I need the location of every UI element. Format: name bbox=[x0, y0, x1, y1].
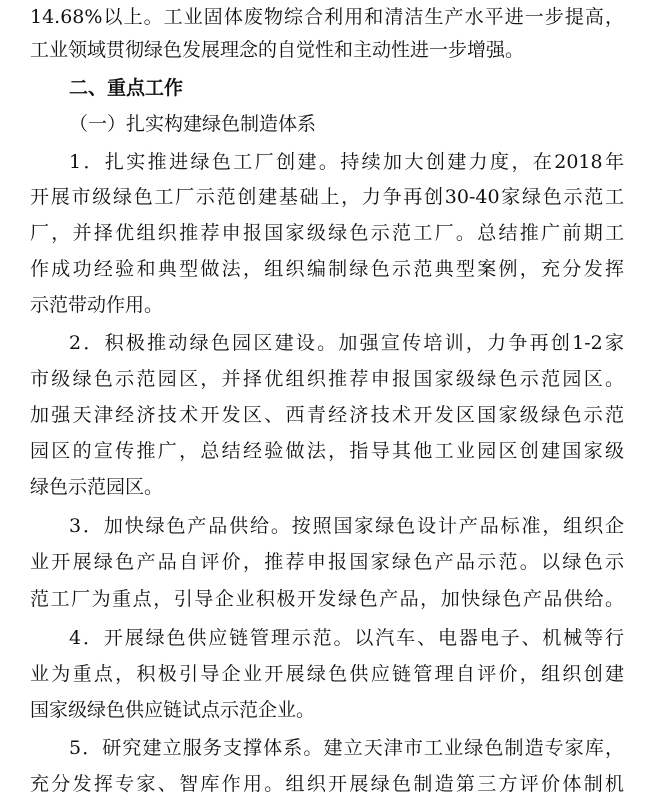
paragraph-line: 厂，并择优组织推荐申报国家级绿色示范工厂。总结推广前期工 bbox=[30, 222, 624, 244]
paragraph-line: 业开展绿色产品自评价，推荐申报国家绿色产品示范。以绿色示 bbox=[30, 551, 624, 573]
paragraph-line: 市级绿色示范园区，并择优组织推荐申报国家级绿色示范园区。 bbox=[30, 368, 624, 390]
paragraph-line: 绿色示范园区。 bbox=[30, 476, 164, 498]
paragraph-line: 园区的宣传推广，总结经验做法，指导其他工业园区创建国家级 bbox=[30, 440, 624, 462]
paragraph-line: 示范带动作用。 bbox=[30, 294, 164, 316]
paragraph-line: 工业领域贯彻绿色发展理念的自觉性和主动性进一步增强。 bbox=[30, 39, 525, 61]
section-heading: 二、重点工作 bbox=[69, 77, 184, 99]
paragraph-line: 开展市级绿色工厂示范创建基础上，力争再创30-40家绿色示范工 bbox=[30, 186, 624, 208]
paragraph-line: 4．开展绿色供应链管理示范。以汽车、电器电子、机械等行 bbox=[69, 627, 624, 649]
paragraph-line: 国家级绿色供应链试点示范企业。 bbox=[30, 699, 316, 721]
paragraph-line: 充分发挥专家、智库作用。组织开展绿色制造第三方评价体制机 bbox=[30, 773, 624, 795]
paragraph-line: 1．扎实推进绿色工厂创建。持续加大创建力度，在2018年 bbox=[69, 151, 624, 173]
paragraph-line: 加强天津经济技术开发区、西青经济技术开发区国家级绿色示范 bbox=[30, 404, 624, 426]
paragraph-line: 3．加快绿色产品供给。按照国家绿色设计产品标准，组织企 bbox=[69, 515, 624, 537]
paragraph-line: 范工厂为重点，引导企业积极开发绿色产品，加快绿色产品供给。 bbox=[30, 588, 624, 610]
paragraph-line: 5．研究建立服务支撑体系。建立天津市工业绿色制造专家库， bbox=[69, 737, 624, 759]
paragraph-line: 业为重点，积极引导企业开展绿色供应链管理自评价，组织创建 bbox=[30, 663, 624, 685]
subsection-heading: （一）扎实构建绿色制造体系 bbox=[69, 113, 317, 135]
paragraph-line: 14.68%以上。工业固体废物综合利用和清洁生产水平进一步提高， bbox=[30, 6, 624, 28]
paragraph-line: 2．积极推动绿色园区建设。加强宣传培训，力争再创1-2家 bbox=[69, 332, 624, 354]
paragraph-line: 作成功经验和典型做法，组织编制绿色示范典型案例，充分发挥 bbox=[30, 258, 624, 280]
